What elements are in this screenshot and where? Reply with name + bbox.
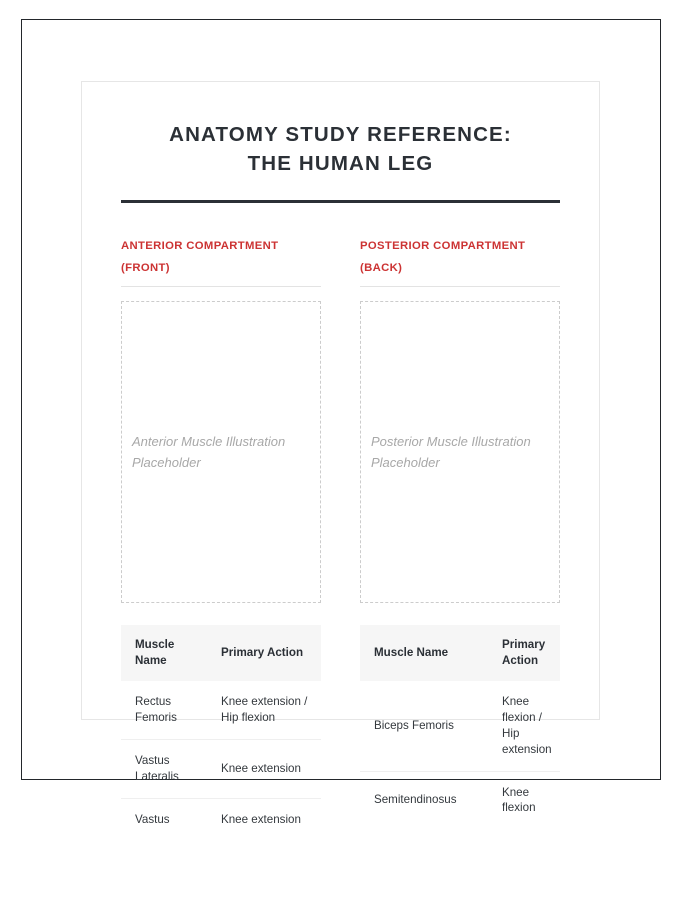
table-row bbox=[360, 681, 560, 771]
document-content bbox=[81, 81, 600, 840]
cell-primary-action: Knee flexion / Hip extension bbox=[502, 695, 552, 756]
section-title-posterior bbox=[360, 235, 560, 279]
table-row bbox=[121, 798, 321, 840]
section-title-posterior-line-1: POSTERIOR COMPARTMENT bbox=[360, 240, 526, 253]
compartment-anterior bbox=[121, 235, 321, 840]
column-header-primary-action: Primary Action bbox=[488, 625, 560, 681]
muscle-table-anterior bbox=[121, 625, 321, 840]
page-title-line-2: THE HUMAN LEG bbox=[247, 152, 434, 176]
illustration-placeholder-anterior-label: Anterior Muscle Illustration Placeholder bbox=[132, 434, 286, 471]
cell-primary-action: Knee extension / Hip flexion bbox=[221, 695, 308, 724]
cell-primary-action: Knee flexion bbox=[488, 771, 560, 829]
table-row bbox=[121, 739, 321, 798]
table-row bbox=[121, 681, 321, 739]
illustration-placeholder-anterior bbox=[121, 301, 321, 603]
table-header-row bbox=[121, 625, 321, 681]
page-title-line-1: ANATOMY STUDY REFERENCE: bbox=[169, 123, 512, 146]
section-divider-posterior bbox=[360, 286, 560, 287]
cell-muscle-name: Rectus Femoris bbox=[135, 695, 177, 724]
section-title-anterior-line-1: ANTERIOR COMPARTMENT bbox=[121, 240, 279, 253]
cell-muscle-name: Semitendinosus bbox=[360, 771, 488, 829]
section-title-anterior bbox=[121, 235, 321, 279]
column-header-primary-action: Primary Action bbox=[207, 625, 321, 681]
section-title-posterior-line-2: (BACK) bbox=[360, 262, 403, 275]
illustration-placeholder-posterior-label: Posterior Muscle Illustration Placeholder bbox=[371, 434, 531, 471]
table-row bbox=[360, 771, 560, 829]
cell-primary-action: Knee extension bbox=[207, 739, 321, 798]
cell-muscle-name: Vastus bbox=[121, 798, 207, 840]
page-title bbox=[121, 81, 560, 178]
cell-primary-action: Knee extension bbox=[207, 798, 321, 840]
cell-muscle-name: Vastus Lateralis bbox=[121, 739, 207, 798]
muscle-table-posterior bbox=[360, 625, 560, 829]
section-title-anterior-line-2: (FRONT) bbox=[121, 262, 170, 275]
compartment-columns bbox=[121, 235, 560, 840]
section-divider-anterior bbox=[121, 286, 321, 287]
title-divider bbox=[121, 200, 560, 203]
table-header-row bbox=[360, 625, 560, 681]
column-header-muscle-name: Muscle Name bbox=[121, 625, 207, 681]
cell-muscle-name: Biceps Femoris bbox=[374, 718, 454, 732]
compartment-posterior bbox=[360, 235, 560, 840]
column-header-muscle-name: Muscle Name bbox=[360, 625, 488, 681]
illustration-placeholder-posterior bbox=[360, 301, 560, 603]
